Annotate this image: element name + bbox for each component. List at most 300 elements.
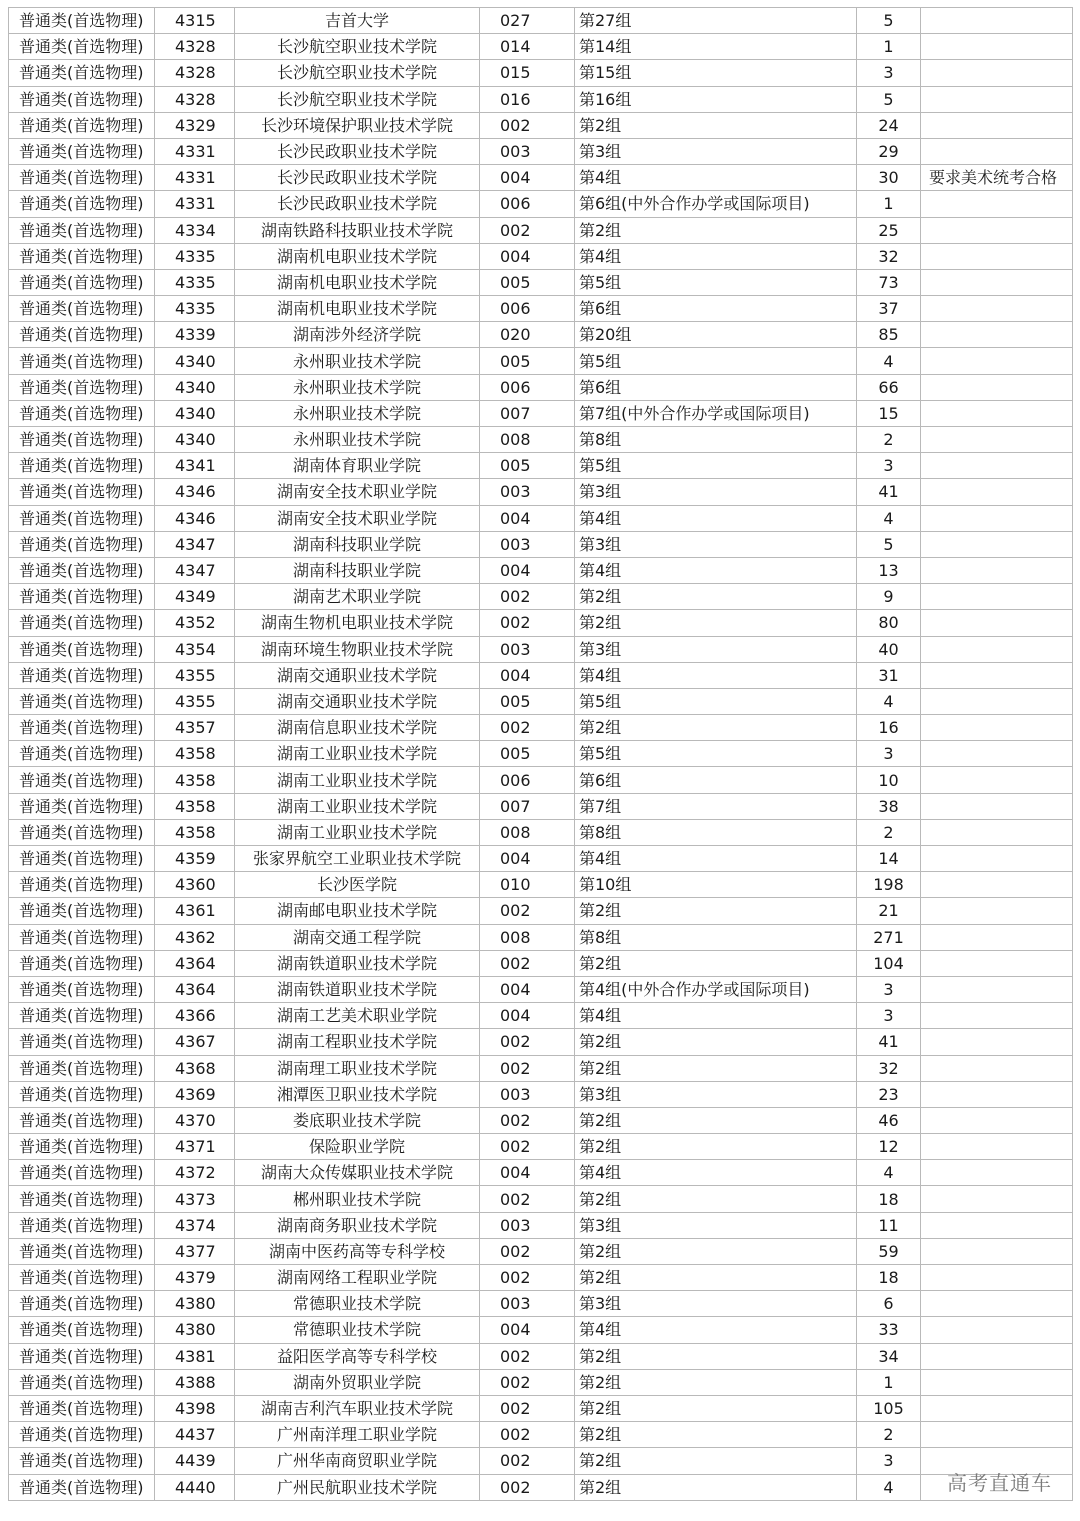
group-name-cell: 第8组 bbox=[575, 427, 857, 453]
group-code-cell: 004 bbox=[480, 662, 575, 688]
group-code-cell: 002 bbox=[480, 112, 575, 138]
note-cell bbox=[921, 1291, 1073, 1317]
group-code-cell: 002 bbox=[480, 898, 575, 924]
plan-count-cell: 41 bbox=[857, 479, 921, 505]
school-name-cell: 长沙航空职业技术学院 bbox=[235, 34, 480, 60]
school-code-cell: 4360 bbox=[155, 872, 235, 898]
table-row bbox=[9, 1134, 1073, 1160]
plan-count-cell: 31 bbox=[857, 662, 921, 688]
category-cell: 普通类(首选物理) bbox=[9, 191, 155, 217]
group-name-cell: 第3组 bbox=[575, 1081, 857, 1107]
group-name-cell: 第2组 bbox=[575, 1265, 857, 1291]
plan-count-cell: 46 bbox=[857, 1107, 921, 1133]
school-code-cell: 4374 bbox=[155, 1212, 235, 1238]
plan-count-cell: 1 bbox=[857, 191, 921, 217]
school-code-cell: 4380 bbox=[155, 1317, 235, 1343]
school-name-cell: 常德职业技术学院 bbox=[235, 1317, 480, 1343]
plan-count-cell: 37 bbox=[857, 296, 921, 322]
group-name-cell: 第2组 bbox=[575, 898, 857, 924]
note-cell bbox=[921, 269, 1073, 295]
note-cell bbox=[921, 610, 1073, 636]
group-code-cell: 008 bbox=[480, 427, 575, 453]
school-name-cell: 吉首大学 bbox=[235, 8, 480, 34]
table-row bbox=[9, 846, 1073, 872]
table-row bbox=[9, 715, 1073, 741]
group-code-cell: 003 bbox=[480, 138, 575, 164]
school-code-cell: 4346 bbox=[155, 505, 235, 531]
school-code-cell: 4335 bbox=[155, 296, 235, 322]
school-code-cell: 4370 bbox=[155, 1107, 235, 1133]
plan-count-cell: 105 bbox=[857, 1395, 921, 1421]
plan-count-cell: 80 bbox=[857, 610, 921, 636]
school-name-cell: 湖南吉利汽车职业技术学院 bbox=[235, 1395, 480, 1421]
table-row bbox=[9, 662, 1073, 688]
plan-count-cell: 23 bbox=[857, 1081, 921, 1107]
category-cell: 普通类(首选物理) bbox=[9, 453, 155, 479]
group-name-cell: 第4组 bbox=[575, 1003, 857, 1029]
school-code-cell: 4331 bbox=[155, 191, 235, 217]
group-name-cell: 第5组 bbox=[575, 688, 857, 714]
school-code-cell: 4369 bbox=[155, 1081, 235, 1107]
group-code-cell: 002 bbox=[480, 610, 575, 636]
school-code-cell: 4341 bbox=[155, 453, 235, 479]
group-code-cell: 004 bbox=[480, 505, 575, 531]
school-code-cell: 4380 bbox=[155, 1291, 235, 1317]
school-name-cell: 益阳医学高等专科学校 bbox=[235, 1343, 480, 1369]
school-name-cell: 永州职业技术学院 bbox=[235, 400, 480, 426]
group-code-cell: 006 bbox=[480, 296, 575, 322]
table-row bbox=[9, 1317, 1073, 1343]
group-name-cell: 第6组 bbox=[575, 374, 857, 400]
note-cell bbox=[921, 505, 1073, 531]
school-name-cell: 湖南工程职业技术学院 bbox=[235, 1029, 480, 1055]
plan-count-cell: 2 bbox=[857, 1422, 921, 1448]
school-code-cell: 4334 bbox=[155, 217, 235, 243]
group-name-cell: 第14组 bbox=[575, 34, 857, 60]
table-row bbox=[9, 374, 1073, 400]
table-row bbox=[9, 348, 1073, 374]
school-name-cell: 长沙民政职业技术学院 bbox=[235, 165, 480, 191]
plan-count-cell: 271 bbox=[857, 924, 921, 950]
group-code-cell: 007 bbox=[480, 400, 575, 426]
group-code-cell: 002 bbox=[480, 217, 575, 243]
group-code-cell: 027 bbox=[480, 8, 575, 34]
category-cell: 普通类(首选物理) bbox=[9, 60, 155, 86]
category-cell: 普通类(首选物理) bbox=[9, 348, 155, 374]
school-name-cell: 湖南机电职业技术学院 bbox=[235, 296, 480, 322]
school-code-cell: 4388 bbox=[155, 1369, 235, 1395]
school-name-cell: 长沙民政职业技术学院 bbox=[235, 138, 480, 164]
plan-count-cell: 13 bbox=[857, 557, 921, 583]
school-code-cell: 4331 bbox=[155, 165, 235, 191]
school-name-cell: 广州民航职业技术学院 bbox=[235, 1474, 480, 1500]
note-cell bbox=[921, 898, 1073, 924]
note-cell bbox=[921, 1395, 1073, 1421]
group-code-cell: 008 bbox=[480, 924, 575, 950]
school-name-cell: 湖南体育职业学院 bbox=[235, 453, 480, 479]
group-code-cell: 004 bbox=[480, 1317, 575, 1343]
note-cell bbox=[921, 1029, 1073, 1055]
category-cell: 普通类(首选物理) bbox=[9, 1395, 155, 1421]
table-row bbox=[9, 741, 1073, 767]
note-cell bbox=[921, 793, 1073, 819]
group-code-cell: 015 bbox=[480, 60, 575, 86]
category-cell: 普通类(首选物理) bbox=[9, 34, 155, 60]
plan-count-cell: 1 bbox=[857, 34, 921, 60]
category-cell: 普通类(首选物理) bbox=[9, 296, 155, 322]
group-name-cell: 第20组 bbox=[575, 322, 857, 348]
group-name-cell: 第2组 bbox=[575, 1422, 857, 1448]
category-cell: 普通类(首选物理) bbox=[9, 846, 155, 872]
school-name-cell: 张家界航空工业职业技术学院 bbox=[235, 846, 480, 872]
group-name-cell: 第4组 bbox=[575, 1317, 857, 1343]
note-cell bbox=[921, 8, 1073, 34]
table-row bbox=[9, 400, 1073, 426]
group-code-cell: 002 bbox=[480, 584, 575, 610]
enrollment-table bbox=[8, 7, 1073, 1501]
table-row bbox=[9, 1265, 1073, 1291]
plan-count-cell: 38 bbox=[857, 793, 921, 819]
category-cell: 普通类(首选物理) bbox=[9, 1422, 155, 1448]
school-code-cell: 4331 bbox=[155, 138, 235, 164]
school-name-cell: 保险职业学院 bbox=[235, 1134, 480, 1160]
category-cell: 普通类(首选物理) bbox=[9, 427, 155, 453]
note-cell bbox=[921, 1369, 1073, 1395]
table-row bbox=[9, 1055, 1073, 1081]
table-row bbox=[9, 269, 1073, 295]
table-row bbox=[9, 950, 1073, 976]
school-code-cell: 4347 bbox=[155, 531, 235, 557]
plan-count-cell: 4 bbox=[857, 688, 921, 714]
group-code-cell: 008 bbox=[480, 819, 575, 845]
table-row bbox=[9, 531, 1073, 557]
note-cell bbox=[921, 872, 1073, 898]
group-name-cell: 第27组 bbox=[575, 8, 857, 34]
note-cell bbox=[921, 1343, 1073, 1369]
category-cell: 普通类(首选物理) bbox=[9, 636, 155, 662]
group-code-cell: 005 bbox=[480, 269, 575, 295]
plan-count-cell: 18 bbox=[857, 1186, 921, 1212]
note-cell bbox=[921, 34, 1073, 60]
table-row bbox=[9, 1003, 1073, 1029]
group-name-cell: 第5组 bbox=[575, 741, 857, 767]
group-code-cell: 002 bbox=[480, 1448, 575, 1474]
school-code-cell: 4440 bbox=[155, 1474, 235, 1500]
school-code-cell: 4346 bbox=[155, 479, 235, 505]
note-cell bbox=[921, 715, 1073, 741]
group-code-cell: 020 bbox=[480, 322, 575, 348]
group-name-cell: 第8组 bbox=[575, 819, 857, 845]
school-code-cell: 4367 bbox=[155, 1029, 235, 1055]
school-code-cell: 4329 bbox=[155, 112, 235, 138]
group-code-cell: 004 bbox=[480, 1003, 575, 1029]
group-code-cell: 002 bbox=[480, 1107, 575, 1133]
plan-count-cell: 14 bbox=[857, 846, 921, 872]
plan-count-cell: 24 bbox=[857, 112, 921, 138]
school-name-cell: 湖南交通职业技术学院 bbox=[235, 688, 480, 714]
group-name-cell: 第4组 bbox=[575, 662, 857, 688]
table-row bbox=[9, 898, 1073, 924]
group-name-cell: 第15组 bbox=[575, 60, 857, 86]
table-row bbox=[9, 1395, 1073, 1421]
school-name-cell: 湖南铁道职业技术学院 bbox=[235, 976, 480, 1002]
group-name-cell: 第2组 bbox=[575, 1134, 857, 1160]
school-name-cell: 湘潭医卫职业技术学院 bbox=[235, 1081, 480, 1107]
plan-count-cell: 6 bbox=[857, 1291, 921, 1317]
note-cell bbox=[921, 322, 1073, 348]
table-row bbox=[9, 427, 1073, 453]
group-name-cell: 第5组 bbox=[575, 453, 857, 479]
category-cell: 普通类(首选物理) bbox=[9, 269, 155, 295]
school-name-cell: 湖南机电职业技术学院 bbox=[235, 269, 480, 295]
school-name-cell: 广州南洋理工职业学院 bbox=[235, 1422, 480, 1448]
table-body bbox=[9, 8, 1073, 1501]
group-name-cell: 第2组 bbox=[575, 1474, 857, 1500]
group-code-cell: 002 bbox=[480, 1474, 575, 1500]
school-name-cell: 长沙航空职业技术学院 bbox=[235, 60, 480, 86]
school-code-cell: 4358 bbox=[155, 767, 235, 793]
table-row bbox=[9, 479, 1073, 505]
group-code-cell: 004 bbox=[480, 557, 575, 583]
category-cell: 普通类(首选物理) bbox=[9, 1055, 155, 1081]
school-name-cell: 湖南生物机电职业技术学院 bbox=[235, 610, 480, 636]
note-cell bbox=[921, 1317, 1073, 1343]
group-name-cell: 第2组 bbox=[575, 1029, 857, 1055]
school-code-cell: 4340 bbox=[155, 400, 235, 426]
table-row bbox=[9, 924, 1073, 950]
table-row bbox=[9, 453, 1073, 479]
note-cell bbox=[921, 1186, 1073, 1212]
category-cell: 普通类(首选物理) bbox=[9, 479, 155, 505]
category-cell: 普通类(首选物理) bbox=[9, 767, 155, 793]
school-name-cell: 湖南外贸职业学院 bbox=[235, 1369, 480, 1395]
group-code-cell: 003 bbox=[480, 479, 575, 505]
group-name-cell: 第3组 bbox=[575, 1212, 857, 1238]
group-code-cell: 016 bbox=[480, 86, 575, 112]
group-name-cell: 第3组 bbox=[575, 636, 857, 662]
note-cell bbox=[921, 60, 1073, 86]
plan-count-cell: 104 bbox=[857, 950, 921, 976]
school-name-cell: 湖南机电职业技术学院 bbox=[235, 243, 480, 269]
table-row bbox=[9, 112, 1073, 138]
group-name-cell: 第2组 bbox=[575, 610, 857, 636]
plan-count-cell: 1 bbox=[857, 1369, 921, 1395]
group-code-cell: 002 bbox=[480, 1134, 575, 1160]
group-code-cell: 005 bbox=[480, 741, 575, 767]
school-code-cell: 4340 bbox=[155, 348, 235, 374]
category-cell: 普通类(首选物理) bbox=[9, 1474, 155, 1500]
group-name-cell: 第2组 bbox=[575, 1369, 857, 1395]
group-code-cell: 002 bbox=[480, 1343, 575, 1369]
plan-count-cell: 5 bbox=[857, 8, 921, 34]
plan-count-cell: 3 bbox=[857, 453, 921, 479]
table-row bbox=[9, 243, 1073, 269]
table-row bbox=[9, 584, 1073, 610]
school-name-cell: 湖南涉外经济学院 bbox=[235, 322, 480, 348]
category-cell: 普通类(首选物理) bbox=[9, 1448, 155, 1474]
category-cell: 普通类(首选物理) bbox=[9, 217, 155, 243]
table-row bbox=[9, 8, 1073, 34]
school-code-cell: 4381 bbox=[155, 1343, 235, 1369]
school-name-cell: 湖南工业职业技术学院 bbox=[235, 793, 480, 819]
school-code-cell: 4371 bbox=[155, 1134, 235, 1160]
group-code-cell: 005 bbox=[480, 453, 575, 479]
school-name-cell: 湖南商务职业技术学院 bbox=[235, 1212, 480, 1238]
category-cell: 普通类(首选物理) bbox=[9, 322, 155, 348]
table-row bbox=[9, 217, 1073, 243]
school-name-cell: 湖南大众传媒职业技术学院 bbox=[235, 1160, 480, 1186]
category-cell: 普通类(首选物理) bbox=[9, 374, 155, 400]
school-name-cell: 湖南工艺美术职业学院 bbox=[235, 1003, 480, 1029]
plan-count-cell: 5 bbox=[857, 531, 921, 557]
plan-count-cell: 33 bbox=[857, 1317, 921, 1343]
note-cell bbox=[921, 950, 1073, 976]
school-code-cell: 4358 bbox=[155, 741, 235, 767]
group-code-cell: 004 bbox=[480, 1160, 575, 1186]
group-name-cell: 第2组 bbox=[575, 1343, 857, 1369]
plan-count-cell: 29 bbox=[857, 138, 921, 164]
category-cell: 普通类(首选物理) bbox=[9, 505, 155, 531]
table-row bbox=[9, 165, 1073, 191]
note-cell bbox=[921, 846, 1073, 872]
group-name-cell: 第2组 bbox=[575, 1395, 857, 1421]
note-cell bbox=[921, 662, 1073, 688]
plan-count-cell: 16 bbox=[857, 715, 921, 741]
table-row bbox=[9, 767, 1073, 793]
school-name-cell: 湖南科技职业学院 bbox=[235, 531, 480, 557]
school-name-cell: 长沙医学院 bbox=[235, 872, 480, 898]
school-code-cell: 4328 bbox=[155, 86, 235, 112]
group-code-cell: 002 bbox=[480, 1238, 575, 1264]
group-name-cell: 第4组 bbox=[575, 505, 857, 531]
note-cell bbox=[921, 1055, 1073, 1081]
note-cell bbox=[921, 584, 1073, 610]
school-code-cell: 4379 bbox=[155, 1265, 235, 1291]
note-cell bbox=[921, 741, 1073, 767]
category-cell: 普通类(首选物理) bbox=[9, 950, 155, 976]
school-code-cell: 4335 bbox=[155, 243, 235, 269]
group-name-cell: 第2组 bbox=[575, 1186, 857, 1212]
note-cell: 要求美术统考合格 bbox=[921, 165, 1073, 191]
plan-count-cell: 59 bbox=[857, 1238, 921, 1264]
school-name-cell: 湖南工业职业技术学院 bbox=[235, 741, 480, 767]
note-cell bbox=[921, 1160, 1073, 1186]
school-code-cell: 4315 bbox=[155, 8, 235, 34]
table-row bbox=[9, 557, 1073, 583]
school-name-cell: 湖南信息职业技术学院 bbox=[235, 715, 480, 741]
category-cell: 普通类(首选物理) bbox=[9, 584, 155, 610]
category-cell: 普通类(首选物理) bbox=[9, 1317, 155, 1343]
group-name-cell: 第4组 bbox=[575, 165, 857, 191]
plan-count-cell: 40 bbox=[857, 636, 921, 662]
group-code-cell: 006 bbox=[480, 374, 575, 400]
plan-count-cell: 32 bbox=[857, 1055, 921, 1081]
plan-count-cell: 32 bbox=[857, 243, 921, 269]
group-name-cell: 第4组 bbox=[575, 1160, 857, 1186]
group-code-cell: 002 bbox=[480, 950, 575, 976]
category-cell: 普通类(首选物理) bbox=[9, 1160, 155, 1186]
school-code-cell: 4373 bbox=[155, 1186, 235, 1212]
note-cell bbox=[921, 1107, 1073, 1133]
school-code-cell: 4358 bbox=[155, 819, 235, 845]
school-code-cell: 4439 bbox=[155, 1448, 235, 1474]
group-name-cell: 第6组(中外合作办学或国际项目) bbox=[575, 191, 857, 217]
category-cell: 普通类(首选物理) bbox=[9, 1369, 155, 1395]
table-row bbox=[9, 86, 1073, 112]
group-code-cell: 006 bbox=[480, 767, 575, 793]
school-code-cell: 4340 bbox=[155, 374, 235, 400]
category-cell: 普通类(首选物理) bbox=[9, 610, 155, 636]
group-code-cell: 003 bbox=[480, 1081, 575, 1107]
school-name-cell: 永州职业技术学院 bbox=[235, 427, 480, 453]
group-code-cell: 010 bbox=[480, 872, 575, 898]
school-name-cell: 常德职业技术学院 bbox=[235, 1291, 480, 1317]
school-name-cell: 永州职业技术学院 bbox=[235, 374, 480, 400]
group-name-cell: 第6组 bbox=[575, 296, 857, 322]
school-code-cell: 4355 bbox=[155, 688, 235, 714]
school-code-cell: 4355 bbox=[155, 662, 235, 688]
school-code-cell: 4354 bbox=[155, 636, 235, 662]
group-name-cell: 第5组 bbox=[575, 269, 857, 295]
note-cell bbox=[921, 243, 1073, 269]
note-cell bbox=[921, 688, 1073, 714]
group-code-cell: 005 bbox=[480, 348, 575, 374]
table-row bbox=[9, 1238, 1073, 1264]
plan-count-cell: 66 bbox=[857, 374, 921, 400]
note-cell bbox=[921, 924, 1073, 950]
group-name-cell: 第16组 bbox=[575, 86, 857, 112]
group-name-cell: 第10组 bbox=[575, 872, 857, 898]
school-code-cell: 4364 bbox=[155, 950, 235, 976]
plan-count-cell: 3 bbox=[857, 60, 921, 86]
group-code-cell: 003 bbox=[480, 531, 575, 557]
note-cell bbox=[921, 453, 1073, 479]
category-cell: 普通类(首选物理) bbox=[9, 793, 155, 819]
plan-count-cell: 4 bbox=[857, 1474, 921, 1500]
group-code-cell: 014 bbox=[480, 34, 575, 60]
table-row bbox=[9, 1029, 1073, 1055]
school-name-cell: 湖南工业职业技术学院 bbox=[235, 819, 480, 845]
group-name-cell: 第8组 bbox=[575, 924, 857, 950]
school-code-cell: 4335 bbox=[155, 269, 235, 295]
group-code-cell: 002 bbox=[480, 1395, 575, 1421]
school-code-cell: 4328 bbox=[155, 34, 235, 60]
group-name-cell: 第3组 bbox=[575, 138, 857, 164]
table-row bbox=[9, 34, 1073, 60]
note-cell bbox=[921, 1081, 1073, 1107]
category-cell: 普通类(首选物理) bbox=[9, 741, 155, 767]
group-code-cell: 002 bbox=[480, 1186, 575, 1212]
note-cell bbox=[921, 112, 1073, 138]
note-cell bbox=[921, 767, 1073, 793]
category-cell: 普通类(首选物理) bbox=[9, 1291, 155, 1317]
group-name-cell: 第2组 bbox=[575, 1055, 857, 1081]
school-name-cell: 湖南环境生物职业技术学院 bbox=[235, 636, 480, 662]
group-code-cell: 003 bbox=[480, 1212, 575, 1238]
note-cell bbox=[921, 557, 1073, 583]
school-code-cell: 4340 bbox=[155, 427, 235, 453]
school-name-cell: 湖南工业职业技术学院 bbox=[235, 767, 480, 793]
category-cell: 普通类(首选物理) bbox=[9, 557, 155, 583]
table-row bbox=[9, 1107, 1073, 1133]
table-row bbox=[9, 636, 1073, 662]
school-name-cell: 郴州职业技术学院 bbox=[235, 1186, 480, 1212]
group-name-cell: 第2组 bbox=[575, 1448, 857, 1474]
plan-count-cell: 4 bbox=[857, 1160, 921, 1186]
school-name-cell: 长沙环境保护职业技术学院 bbox=[235, 112, 480, 138]
plan-count-cell: 4 bbox=[857, 348, 921, 374]
plan-count-cell: 73 bbox=[857, 269, 921, 295]
